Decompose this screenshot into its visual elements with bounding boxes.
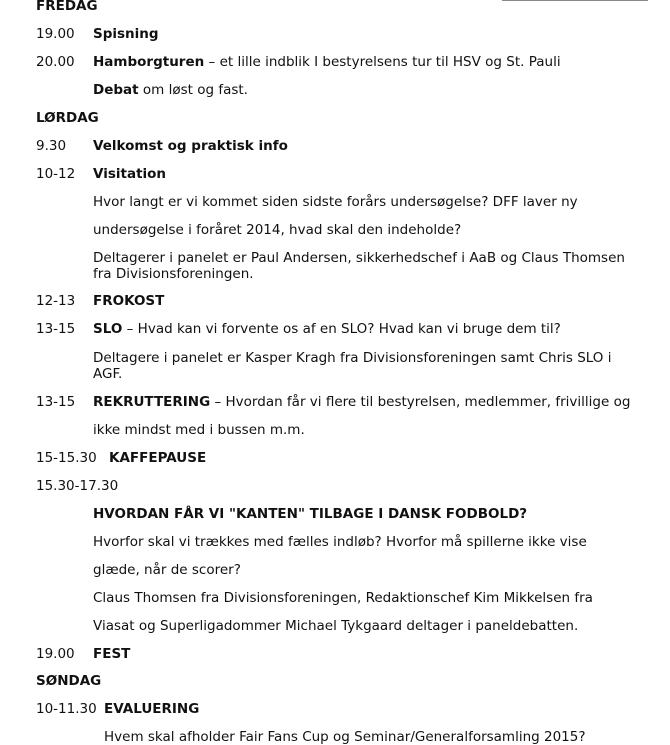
time-20-hamborgturen: 20.00 [36,54,75,70]
top-divider [502,0,648,1]
time-12-13: 12-13 [36,293,76,309]
dash-separator: – [210,394,226,410]
time-19-spisning: 19.00 [36,26,75,42]
day-heading-fredag: FREDAG [36,0,98,14]
kanten-panel-line1: Claus Thomsen fra Divisionsforeningen, Redaktionschef Kim Mikkelsen fra [93,590,593,606]
day-heading-sondag: SØNDAG [36,673,102,689]
event-fest: FEST [93,646,131,662]
rekruttering-line2: ikke mindst med i bussen m.m. [93,422,305,438]
event-title: SLO [93,321,123,337]
event-kanten: HVORDAN FÅR VI "KANTEN" TILBAGE I DANSK FODBOLD? [93,506,528,522]
event-kaffepause: KAFFEPAUSE [109,450,207,466]
time-13-15-rekruttering: 13-15 [36,394,76,410]
slo-panel-line2: AGF. [93,366,123,382]
event-frokost: FROKOST [93,293,165,309]
kanten-question-line1: Hvorfor skal vi trækkes med fælles indløb? Hvorfor må spillerne ikke vise [93,534,587,550]
time-1530-1730: 15.30-17.30 [36,478,119,494]
event-description: Hvad kan vi forvente os af en SLO? Hvad kan vi bruge dem til? [137,321,561,337]
event-slo [93,321,561,337]
kanten-panel-line2: Viasat og Superligadommer Michael Tykgaard deltager i paneldebatten. [93,618,579,634]
time-15-1530: 15-15.30 [36,450,97,466]
visitation-panel-line1: Deltagerer i panelet er Paul Andersen, sikkerhedschef i AaB og Claus Thomsen [93,250,625,266]
slo-panel-line1: Deltagere i panelet er Kasper Kragh fra Divisionsforeningen samt Chris SLO i [93,350,612,366]
visitation-panel-line2: fra Divisionsforeningen. [93,266,254,282]
event-title: REKRUTTERING [93,394,211,410]
event-title: Hamborgturen [93,54,205,70]
event-title: Debat [93,82,139,98]
evaluering-question: Hvem skal afholder Fair Fans Cup og Seminar/Generalforsamling 2015? [104,729,586,745]
visitation-question-line1: Hvor langt er vi kommet siden sidste forårs undersøgelse? DFF laver ny [93,194,578,210]
time-930: 9.30 [36,138,67,154]
time-10-1130: 10-11.30 [36,701,97,717]
time-19-fest: 19.00 [36,646,75,662]
event-spisning: Spisning [93,26,159,42]
event-debat [93,82,248,98]
event-velkomst: Velkomst og praktisk info [93,138,288,154]
event-description: om løst og fast. [138,82,248,98]
dash-separator: – [122,321,138,337]
time-10-12: 10-12 [36,166,76,182]
event-rekruttering [93,394,630,410]
event-visitation: Visitation [93,166,167,182]
time-13-15-slo: 13-15 [36,321,76,337]
event-description: et lille indblik I bestyrelsens tur til HSV og St. Pauli [219,54,561,70]
event-evaluering: EVALUERING [104,701,200,717]
event-hamborgturen [93,54,561,70]
day-heading-lordag: LØRDAG [36,110,99,126]
kanten-question-line2: glæde, når de scorer? [93,562,241,578]
event-description: Hvordan får vi flere til bestyrelsen, medlemmer, frivillige og [225,394,631,410]
visitation-question-line2: undersøgelse i foråret 2014, hvad skal den indeholde? [93,222,462,238]
dash-separator: – [204,54,220,70]
